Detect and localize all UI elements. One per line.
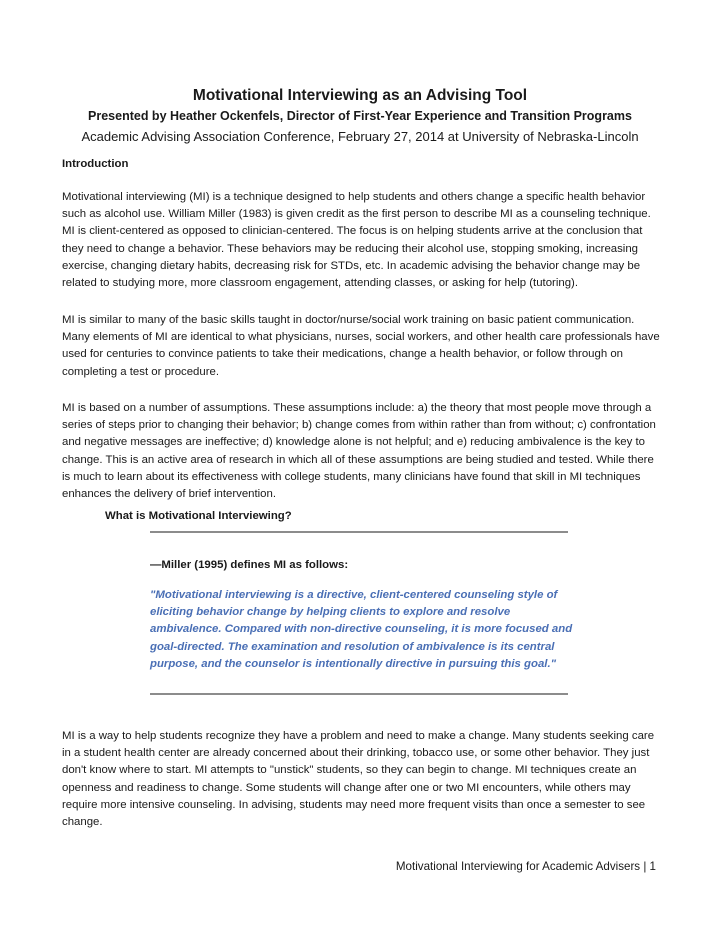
intro-paragraph-2: MI is similar to many of the basic skills taught in doctor/nurse/social work training on basic patient communication. Many elements of MI are identical to what physicians, nurses, social workers, and other health care professionals have used for centuries to convince patients to take their medications, change a health behavior, or follow through on completing a test or procedure. bbox=[62, 314, 660, 378]
quote-attribution: —Miller (1995) defines MI as follows: bbox=[150, 559, 349, 571]
quote-bottom-rule bbox=[150, 693, 568, 695]
intro-paragraph-1: Motivational interviewing (MI) is a technique designed to help students and others change a specific health behavior such as alcohol use. William Miller (1983) is given credit as the first person to describe MI as a counseling technique. MI is client-centered as opposed to clinician-centered. The focus is on helping students arrive at the conclusion that they need to change a behavior. These behaviors may be reducing their alcohol use, stopping smoking, increasing exercise, changing dietary habits, decreasing risk for STDs, etc. In academic advising the behavior change may be related to studying more, more classroom engagement, attending classes, or asking for help (tutoring). bbox=[62, 191, 651, 290]
mi-explanation-paragraph: MI is a way to help students recognize they have a problem and need to make a change. Many students seeking care in a student health center are already concerned about their drinking, tobacco use, or some other behavior. They just don't know where to start. MI attempts to "unstick" students, so they can begin to change. MI techniques create an openness and readiness to change. Some students will change after one or two MI encounters, while others may require more intensive counseling. In advising, students may need more frequent visits than once a semester to see change. bbox=[62, 730, 655, 829]
document-title: Motivational Interviewing as an Advising Tool bbox=[192, 87, 528, 104]
title-block bbox=[0, 86, 720, 148]
what-is-mi-heading: What is Motivational Interviewing? bbox=[105, 510, 292, 522]
miller-quote: "Motivational interviewing is a directive, client-centered counseling style of eliciting behavior change by helping clients to explore and resolve ambivalence. Compared with non-directive counseling, it is more focused and goal-directed. The examination and resolution of ambivalence is its central purpose, and the counselor is intentionally directive in pursuing this goal." bbox=[150, 589, 573, 670]
introduction-heading: Introduction bbox=[62, 158, 129, 170]
presenter-line: Presented by Heather Ockenfels, Director of First-Year Experience and Transition Programs bbox=[88, 109, 632, 123]
conference-line: Academic Advising Association Conference, February 27, 2014 at University of Nebraska-Lincoln bbox=[81, 129, 639, 144]
page-footer: Motivational Interviewing for Academic Advisers | 1 bbox=[395, 860, 656, 873]
intro-paragraph-3: MI is based on a number of assumptions. These assumptions include: a) the theory that most people move through a series of steps prior to changing their behavior; b) change comes from within rather than from without; c) confrontation and negative messages are ineffective; d) knowledge alone is not helpful; and e) reducing ambivalence is the key to change. This is an active area of research in which all of these assumptions are being studied and tested. While there is much to learn about its effectiveness with college students, many clinicians have found that skill in MI techniques enhances the delivery of brief intervention. bbox=[62, 402, 656, 501]
quote-top-rule bbox=[150, 531, 568, 533]
